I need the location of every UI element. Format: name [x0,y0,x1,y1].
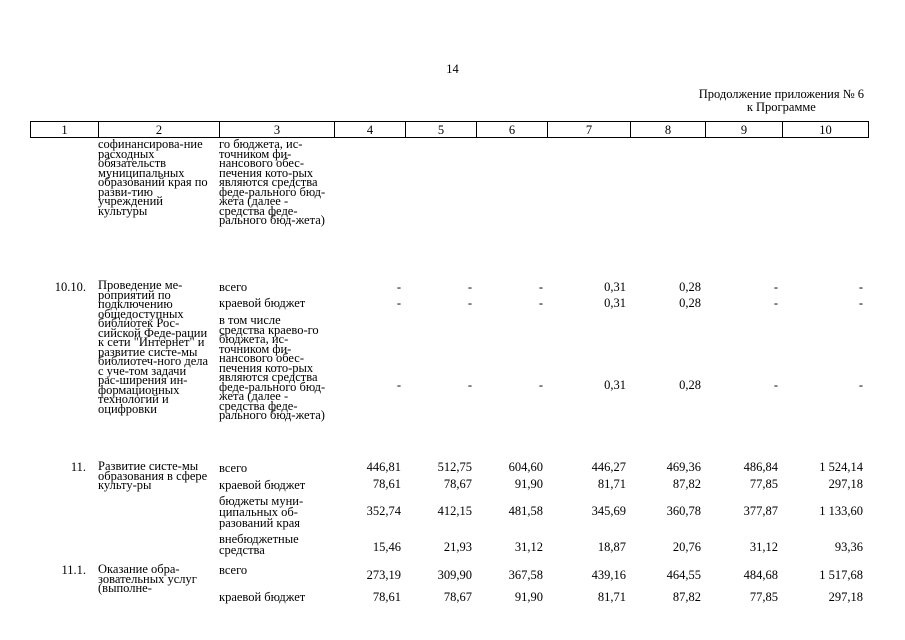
row-number: 11. [70,460,86,474]
appendix-title-line2: к Программе [746,100,816,114]
value-2019: 77,85 [749,590,778,604]
row-number: 11.1. [61,563,86,577]
value-2016: 604,60 [508,460,543,474]
value-2020: 93,36 [834,540,863,554]
value-2016: 367,58 [508,568,543,582]
col-header: 4 [335,122,406,138]
col-header: 10 [783,122,869,138]
value-2016: - [538,296,543,310]
value-2014: - [396,296,401,310]
value-2019: - [773,296,778,310]
value-2014: 78,61 [372,477,401,491]
value-2018: 469,36 [666,460,701,474]
source-label: краевой бюджет [219,478,306,492]
value-2019: 377,87 [743,504,778,518]
value-2018: 87,82 [672,590,701,604]
value-2017: 0,31 [604,296,626,310]
value-2017: 81,71 [597,590,626,604]
value-2017: 345,69 [591,504,626,518]
col-header: 5 [406,122,477,138]
value-2015: 309,90 [437,568,472,582]
value-2014: 15,46 [372,540,401,554]
appendix-title-line1: Продолжение приложения № 6 [698,87,864,101]
source-label: всего [219,280,248,294]
col-header: 2 [99,122,220,138]
column-header-row [30,121,869,138]
value-2018: 464,55 [666,568,701,582]
source-label: краевой бюджет [219,296,306,310]
value-2020: - [858,378,863,392]
source-label: в том числе средства краево-го бюджета, ис-точником фи-нансового обес-печения кото-рых являются средства феде-рального бюд-жета (далее - средства феде-рального бюд-жета) [219,313,326,422]
value-2015: 78,67 [443,477,472,491]
value-2020: - [858,280,863,294]
col-header: 1 [31,122,99,138]
row-name: Оказание обра-зовательных услуг (выполне- [98,562,197,595]
value-2017: 18,87 [597,540,626,554]
value-2014: - [396,378,401,392]
value-2017: 439,16 [591,568,626,582]
col-header: 8 [631,122,706,138]
value-2019: 31,12 [749,540,778,554]
value-2015: - [467,378,472,392]
value-2016: 481,58 [508,504,543,518]
value-2016: 31,12 [514,540,543,554]
value-2020: 1 517,68 [819,568,863,582]
source-label: всего [219,563,248,577]
source-label: бюджеты муни-ципальных об-разований края [219,494,304,530]
value-2015: 512,75 [437,460,472,474]
value-2019: 77,85 [749,477,778,491]
source-label: краевой бюджет [219,590,306,604]
appendix-title [699,88,864,114]
value-2017: 0,31 [604,280,626,294]
col-header: 6 [477,122,548,138]
value-2015: 21,93 [443,540,472,554]
col-header: 9 [706,122,783,138]
value-2015: 78,67 [443,590,472,604]
value-2016: - [538,378,543,392]
value-2018: 87,82 [672,477,701,491]
row-name: Развитие систе-мы образования в сфере культу-ры [98,459,208,492]
value-2020: - [858,296,863,310]
value-2014: 78,61 [372,590,401,604]
value-2020: 297,18 [828,590,863,604]
col-header: 3 [220,122,335,138]
value-2014: 273,19 [366,568,401,582]
value-2020: 1 133,60 [819,504,863,518]
row-number: 10.10. [54,280,86,294]
value-2018: 0,28 [679,280,701,294]
col-header: 7 [548,122,631,138]
row-name-continued: софинансирова-ние расходных обязательств муниципальных образований края по разви-тию учреждений культуры [98,137,208,218]
row-source-continued: го бюджета, ис-точником фи-нансового обес-печения кото-рых являются средства феде-рального бюд-жета (далее - средства феде-рального бюд-жета) [219,137,326,227]
value-2015: - [467,296,472,310]
value-2018: 0,28 [679,296,701,310]
value-2016: 91,90 [514,477,543,491]
value-2019: 486,84 [743,460,778,474]
value-2017: 446,27 [591,460,626,474]
row-name: Проведение ме-роприятий по подключению общедоступных библиотек Рос-сийской Феде-рации к сети "Интернет" и развитие систе-мы библиотеч-ного дела с уче-том задачи рас-ширения ин-формационных технологий и оцифровки [98,278,209,416]
value-2020: 1 524,14 [819,460,863,474]
source-label: внебюджетные средства [219,532,299,557]
value-2016: 91,90 [514,590,543,604]
value-2020: 297,18 [828,477,863,491]
value-2016: - [538,280,543,294]
value-2014: 352,74 [366,504,401,518]
value-2015: 412,15 [437,504,472,518]
value-2017: 0,31 [604,378,626,392]
value-2018: 20,76 [672,540,701,554]
value-2014: 446,81 [366,460,401,474]
value-2015: - [467,280,472,294]
value-2019: 484,68 [743,568,778,582]
value-2018: 0,28 [679,378,701,392]
page-number: 14 [446,62,459,76]
value-2019: - [773,378,778,392]
value-2014: - [396,280,401,294]
source-label: всего [219,461,248,475]
value-2017: 81,71 [597,477,626,491]
value-2018: 360,78 [666,504,701,518]
value-2019: - [773,280,778,294]
